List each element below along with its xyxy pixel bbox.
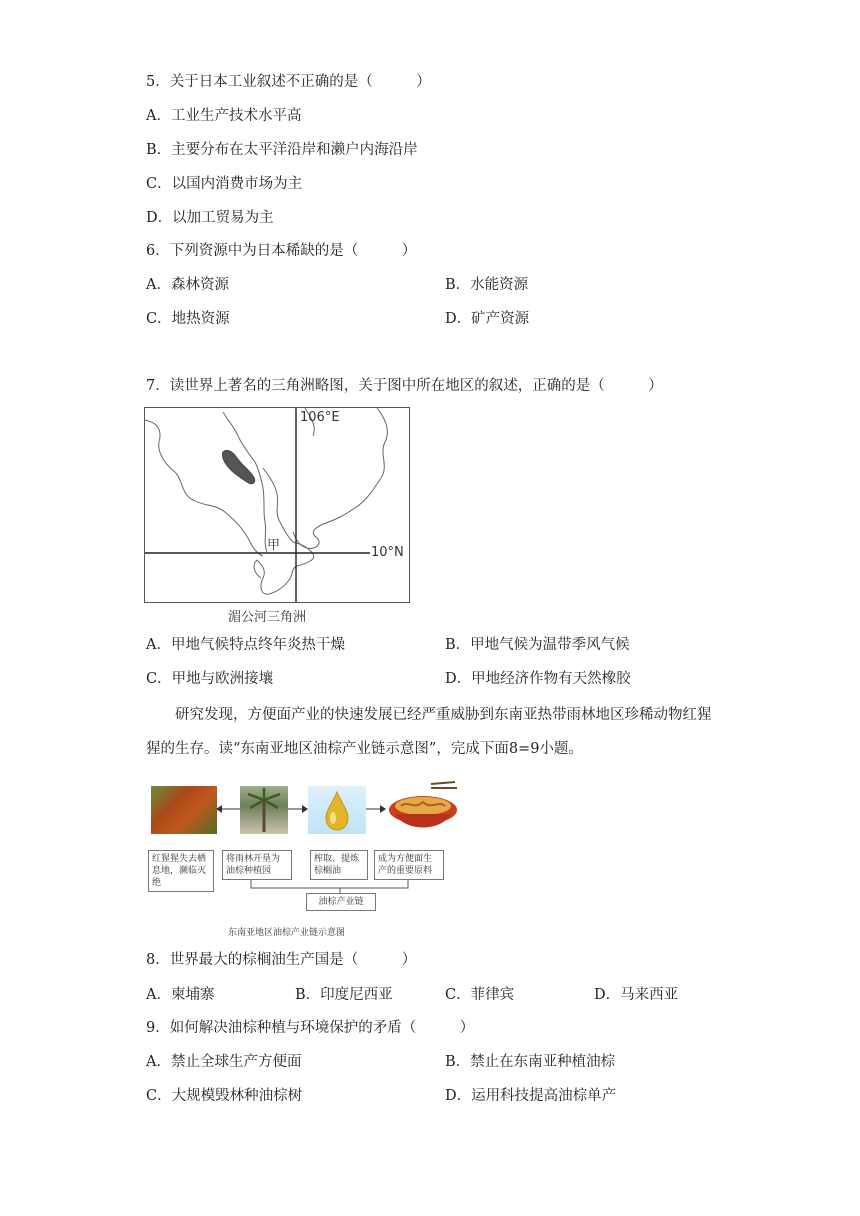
- q5-option-a[interactable]: A．工业生产技术水平高: [146, 108, 302, 124]
- q6-option-c[interactable]: C．地热资源: [146, 311, 230, 327]
- chain-box-extraction: 榨取、提炼棕榈油: [310, 850, 368, 880]
- palm-oil-drop-image: [308, 786, 366, 834]
- instant-noodle-image: [385, 780, 461, 836]
- chain-box-noodle-material: 成为方便面生产的重要原料: [374, 850, 444, 880]
- mekong-delta-map: [144, 407, 410, 603]
- oil-drop-icon: [308, 786, 366, 834]
- q6-option-a[interactable]: A．森林资源: [146, 277, 229, 293]
- reading-passage: 研究发现，方便面产业的快速发展已经严重威胁到东南亚热带雨林地区珍稀动物红猩猩的生存。读“东南亚地区油棕产业链示意图”，完成下面8=9小题。: [146, 707, 712, 757]
- q6-option-d[interactable]: D．矿产资源: [445, 311, 530, 327]
- orangutan-image: [151, 786, 217, 834]
- longitude-label: 106°E: [300, 410, 340, 425]
- chain-box-plantation: 将雨林开垦为油棕种植园: [222, 850, 292, 880]
- noodle-bowl-icon: [385, 780, 461, 836]
- arrow-left-icon-1: [216, 803, 242, 815]
- q7-option-c[interactable]: C．甲地与欧洲接壤: [146, 671, 274, 687]
- map-drawing: [145, 408, 409, 602]
- q6-stem: 6．下列资源中为日本稀缺的是（ ）: [146, 243, 417, 259]
- q9-option-b[interactable]: B．禁止在东南亚种植油棕: [445, 1054, 616, 1070]
- q5-option-b[interactable]: B．主要分布在太平洋沿岸和濑户内海沿岸: [146, 142, 418, 158]
- arrow-right-icon-1: [288, 803, 308, 815]
- q6-option-b[interactable]: B．水能资源: [445, 277, 529, 293]
- chain-box-orangutan: 红猩猩失去栖息地，濒临灭绝: [148, 850, 214, 892]
- chain-group-label: 油棕产业链: [306, 893, 376, 911]
- q9-option-d[interactable]: D．运用科技提高油棕单产: [445, 1088, 617, 1104]
- point-jia-label: 甲: [267, 538, 281, 553]
- latitude-label: 10°N: [371, 545, 404, 560]
- chain-caption: 东南亚地区油棕产业链示意图: [228, 928, 346, 938]
- map-caption: 湄公河三角洲: [228, 610, 307, 625]
- q7-stem: 7．读世界上著名的三角洲略图，关于图中所在地区的叙述，正确的是（ ）: [146, 378, 663, 394]
- q5-option-c[interactable]: C．以国内消费市场为主: [146, 176, 303, 192]
- arrow-right-icon-2: [366, 803, 386, 815]
- q8-option-d[interactable]: D．马来西亚: [594, 987, 679, 1003]
- q5-option-d[interactable]: D．以加工贸易为主: [146, 210, 274, 226]
- q9-option-a[interactable]: A．禁止全球生产方便面: [146, 1054, 302, 1070]
- q5-stem: 5．关于日本工业叙述不正确的是（ ）: [146, 74, 431, 90]
- q7-option-b[interactable]: B．甲地气候为温带季风气候: [445, 637, 630, 653]
- q8-option-c[interactable]: C．菲律宾: [445, 987, 515, 1003]
- q8-option-a[interactable]: A．柬埔寨: [146, 987, 215, 1003]
- oil-palm-tree-image: [240, 786, 288, 834]
- palm-tree-icon: [240, 786, 288, 834]
- q7-option-d[interactable]: D．甲地经济作物有天然橡胶: [445, 671, 631, 687]
- q9-stem: 9．如何解决油棕种植与环境保护的矛盾（ ）: [146, 1020, 475, 1036]
- q8-option-b[interactable]: B．印度尼西亚: [295, 987, 393, 1003]
- q7-option-a[interactable]: A．甲地气候特点终年炎热干燥: [146, 637, 345, 653]
- q9-option-c[interactable]: C．大规模毁林种油棕树: [146, 1088, 303, 1104]
- q8-stem: 8．世界最大的棕榈油生产国是（ ）: [146, 952, 417, 968]
